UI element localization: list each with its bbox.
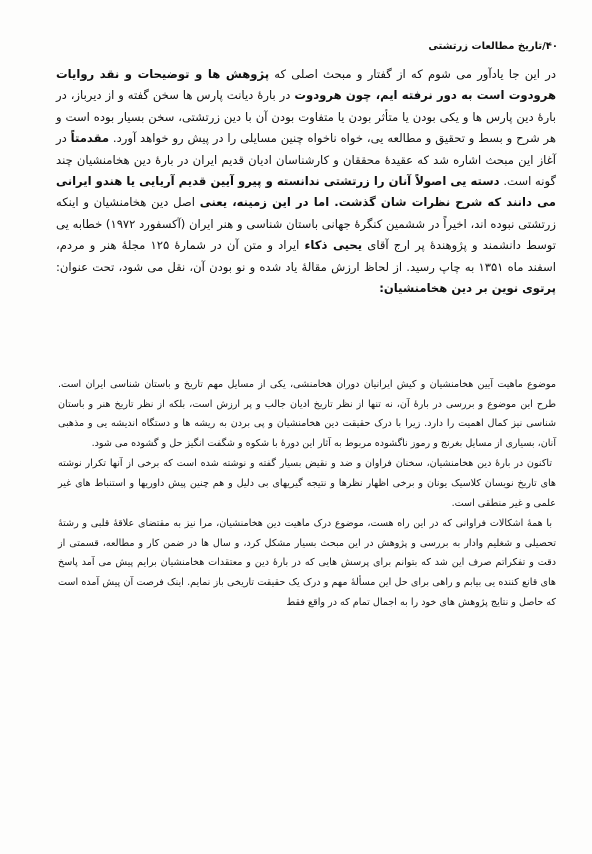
quote-paragraph: با همهٔ اشکالات فراوانی که در این راه هست، موضوع درک ماهیت دین هخامنشیان، مرا نیز به مقتضای علاقهٔ قلبی و رشتهٔ تحصیلی و شغلیم وادار به بررسی و پژوهش در این مبحث بسیار مشکل کرد، و سال ها در ضمن کار و مطالعه، قسمتی از دقت و تفکراتم صرف این شد که بتوانم برای پرسش هایی که در بارهٔ دین و معتقدات هخامنشیان برایم پیش می آمد پاسخ های قانع کننده یی بیابم و راهی برای حل این مسألهٔ مهم و درک یک حقیقت تاریخی باز نمایم. اینک فرصت آن پیش آمده است که حاصل و نتایج پژوهش های خود را به اجمال تمام که در واقع فقط	[58, 518, 556, 608]
body-text: در این جا یادآور می شوم که از گفتار و مبحث اصلی که	[269, 67, 556, 81]
quoted-article	[58, 375, 556, 613]
article-title: پرتوی نوین بر دین هخامنشیان:	[379, 281, 556, 296]
main-body-text	[56, 64, 556, 299]
body-paragraph	[56, 64, 556, 299]
body-text: ایراد و متن آن در شمارهٔ ۱۲۵ مجلهٔ هنر و مردم، اسفند ماه ۱۳۵۱ به چاپ رسید. از لحاظ ارزش مقالهٔ یاد شده و نو بودن آن، نقل می شود، تحت عنوان:	[56, 238, 556, 274]
running-head: ۴۰/تاریخ مطالعات زرتشتی	[428, 41, 558, 52]
author-name: یحیی ذکاء	[304, 238, 363, 253]
body-text: در آغاز این مبحث اشاره شد که عقیدهٔ محققان و کارشناسان ادیان قدیم ایران در بارهٔ دین هخامنشیان چند گونه است.	[56, 131, 557, 189]
quote-paragraph: تاکنون در بارهٔ دین هخامنشیان، سخنان فراوان و ضد و نقیض بسیار گفته و نوشته شده است که برخی از آنها تکرار نوشته های تاریخ نویسان کلاسیک یونان و برخی اظهار نظرها و نتیجه گیریهای بی دلیل و هم چنین پیش داوریها و استنباط های غیر علمی و غیر منطقی است.	[58, 458, 556, 509]
body-bold-text: پژوهش ها و توضیحات و نقد روایات هرودوت است به دور نرفته ایم، چون هرودوت	[56, 67, 556, 103]
body-text: در بارهٔ دیانت پارس ها سخن گفته و از دیرباز، در بارهٔ دین پارس ها و یکی بودن یا متأثر بودن یا متفاوت بودن آن با دین زرتشتی، سخن بسیار بوده است و هر شرح و بسط و تحقیق و مطالعه یی، خواه ناخواه چنین مسایلی را در پیش رو خواهد آورد.	[56, 88, 557, 146]
quote-paragraph: موضوع ماهیت آیین هخامنشیان و کیش ایرانیان دوران هخامنشی، یکی از مسایل مهم تاریخ و باستان شناسی ایران است. طرح این موضوع و بررسی در بارهٔ آن، نه تنها از نظر تاریخ ادیان جالب و پر ارزش است، بلکه از نظر تاریخ هنر و باستان شناسی نیز کمال اهمیت را دارد. زیرا با درک حقیقت دین هخامنشیان و پی بردن به ریشه ها و دستگاه اندیشه یی و مذهبی آنان، بسیاری از مسایل بغرنج و رموز ناگشوده مربوط به آثار این دورهٔ با شکوه و شگفت انگیز حل و گشوده می شود.	[58, 379, 556, 449]
body-text: اصل دین هخامنشیان و اینکه زرتشتی نبوده اند، اخیراً در ششمین کنگرهٔ جهانی باستان شناسی و هنر ایران (آکسفورد ۱۹۷۲) خطابه یی توسط دانشمند و پژوهندهٔ پر ارج آقای	[56, 195, 557, 253]
body-bold-text: مقدمتاً	[70, 131, 110, 146]
body-bold-text: دسته یی اصولاً آنان را زرتشتی ندانسته و پیرو آیین قدیم آریایی یا هندو ایرانی می دانند که شرح نظرات شان گذشت. اما در این زمینه، یعنی	[56, 174, 556, 210]
